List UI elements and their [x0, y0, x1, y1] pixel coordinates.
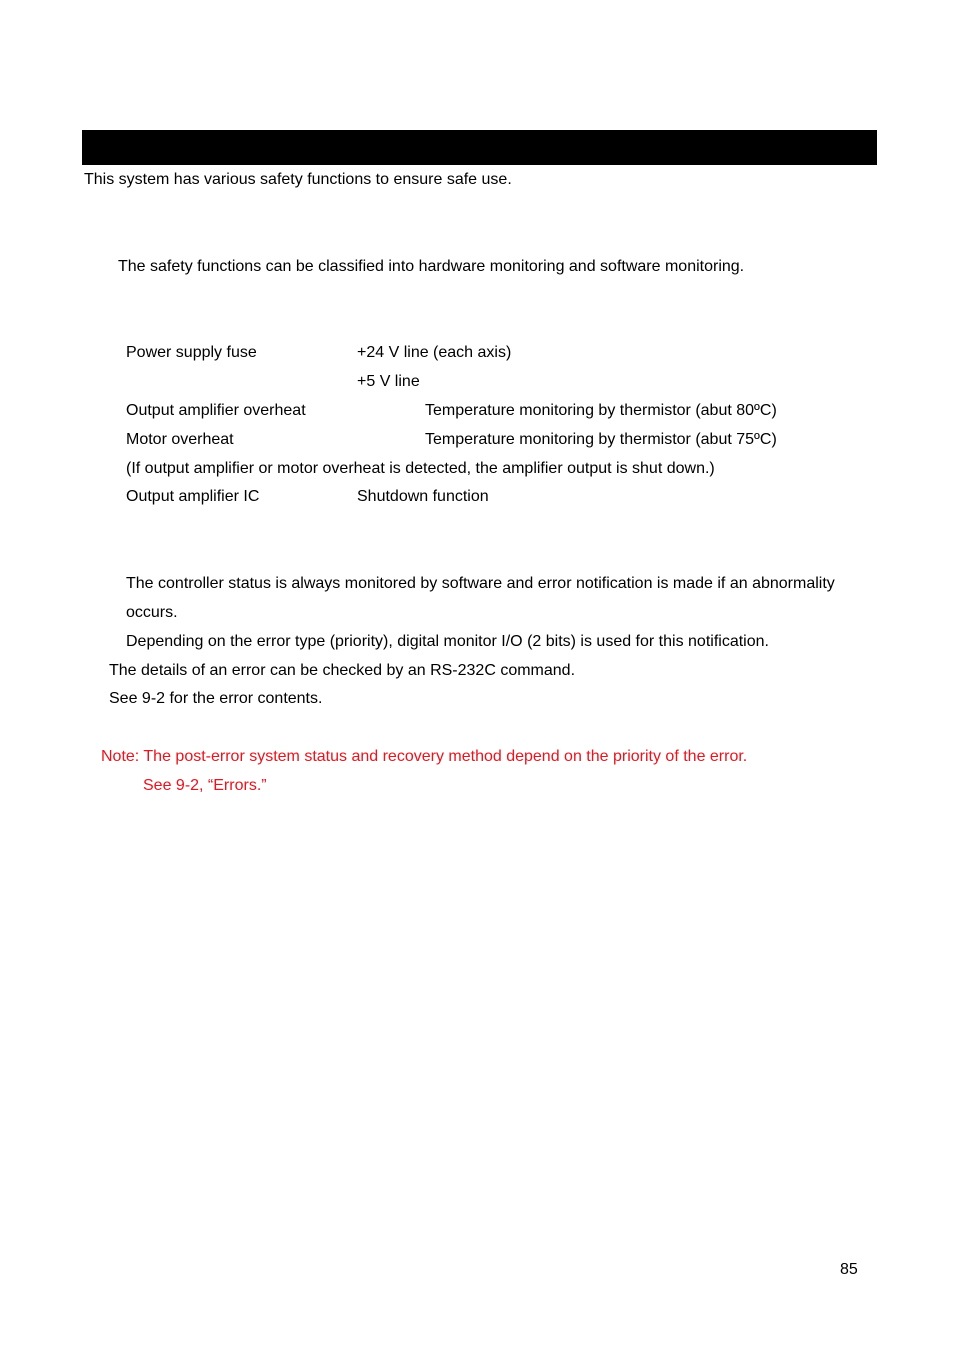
section-header-bar — [82, 130, 877, 165]
intro-text: This system has various safety functions to ensure safe use. — [84, 171, 512, 188]
sw-text-line1: The controller status is always monitored by software and error notification is made if an abnormality — [126, 575, 835, 592]
hw-value-motor-overheat: Temperature monitoring by thermistor (abut 75ºC) — [425, 431, 777, 448]
hw-label-power-fuse: Power supply fuse — [126, 344, 257, 361]
hw-overheat-note: (If output amplifier or motor overheat is detected, the amplifier output is shut down.) — [126, 460, 715, 477]
hw-label-amp-overheat: Output amplifier overheat — [126, 402, 306, 419]
hw-label-amp-ic: Output amplifier IC — [126, 488, 260, 505]
hw-value-24v: +24 V line (each axis) — [357, 344, 512, 361]
note-line2: See 9-2, “Errors.” — [143, 777, 267, 794]
note-line1: Note: The post-error system status and recovery method depend on the priority of the error. — [101, 748, 748, 765]
page-number: 85 — [840, 1261, 858, 1278]
hw-value-amp-ic: Shutdown function — [357, 488, 489, 505]
sw-text-line4: See 9-2 for the error contents. — [109, 690, 323, 707]
sw-text-line2: Depending on the error type (priority), digital monitor I/O (2 bits) is used for this notification. — [126, 633, 769, 650]
hw-value-5v: +5 V line — [357, 373, 420, 390]
hw-label-motor-overheat: Motor overheat — [126, 431, 234, 448]
sw-text-line1b: occurs. — [126, 604, 178, 621]
sw-text-line3: The details of an error can be checked by an RS-232C command. — [109, 662, 576, 679]
hw-value-amp-overheat: Temperature monitoring by thermistor (abut 80ºC) — [425, 402, 777, 419]
classification-text: The safety functions can be classified into hardware monitoring and software monitoring. — [118, 258, 745, 275]
